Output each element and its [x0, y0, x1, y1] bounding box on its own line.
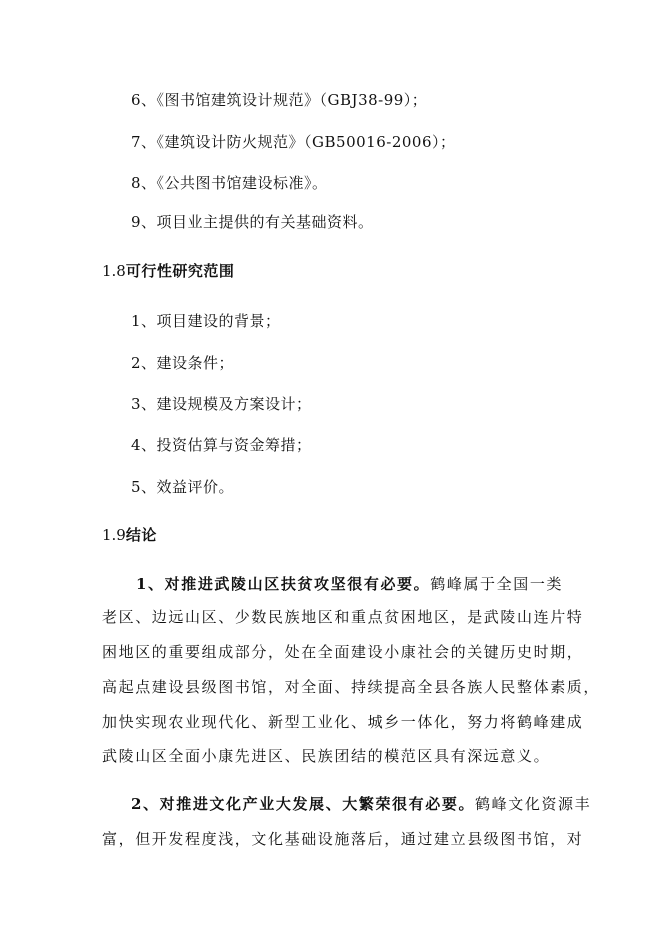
reference-item-6: 6、《图书馆建筑设计规范》（GBJ38-99）；: [131, 91, 428, 109]
section-1-9-number: 1.9: [102, 526, 126, 544]
conclusion-paragraph-1-line-4: 高起点建设县级图书馆，对全面、持续提高全县各族人民整体素质，: [102, 678, 601, 696]
scope-item-3: 3、建设规模及方案设计；: [131, 395, 312, 413]
section-1-8-heading: [102, 261, 234, 281]
conclusion-2-lead: 2、对推进文化产业大发展、大繁荣很有必要。: [131, 795, 476, 813]
conclusion-2-line-1-rest: 鹤峰文化资源丰: [475, 795, 592, 813]
section-1-8-title: 可行性研究范围: [125, 262, 235, 280]
section-1-9-title: 结论: [125, 526, 157, 544]
conclusion-paragraph-1-line-6: 武陵山区全面小康先进区、民族团结的模范区具有深远意义。: [102, 747, 551, 765]
reference-item-9: 9、项目业主提供的有关基础资料。: [131, 213, 374, 231]
section-1-8-number: 1.8: [102, 262, 126, 280]
scope-item-4: 4、投资估算与资金筹措；: [131, 436, 312, 454]
conclusion-paragraph-2-line-1: [131, 794, 591, 814]
reference-item-8: 8、《公共图书馆建设标准》。: [131, 174, 328, 192]
conclusion-paragraph-1-line-2: 老区、边远山区、少数民族地区和重点贫困地区，是武陵山连片特: [102, 608, 584, 626]
scope-item-5: 5、效益评价。: [131, 478, 235, 496]
conclusion-paragraph-1-line-5: 加快实现农业现代化、新型工业化、城乡一体化，努力将鹤峰建成: [102, 713, 584, 731]
conclusion-1-lead: 1、对推进武陵山区扶贫攻坚很有必要。: [136, 575, 431, 593]
conclusion-paragraph-2-line-2: 富，但开发程度浅，文化基础设施落后，通过建立县级图书馆，对: [102, 830, 584, 848]
scope-item-1: 1、项目建设的背景；: [131, 312, 281, 330]
section-1-9-heading: [102, 525, 157, 545]
conclusion-paragraph-1-line-1: [136, 574, 563, 594]
reference-item-7: 7、《建筑设计防火规范》（GB50016-2006）；: [131, 133, 456, 151]
conclusion-paragraph-1-line-3: 困地区的重要组成部分，处在全面建设小康社会的关键历史时期，: [102, 643, 584, 661]
conclusion-1-line-1-rest: 鹤峰属于全国一类: [430, 575, 564, 593]
scope-item-2: 2、建设条件；: [131, 354, 235, 372]
